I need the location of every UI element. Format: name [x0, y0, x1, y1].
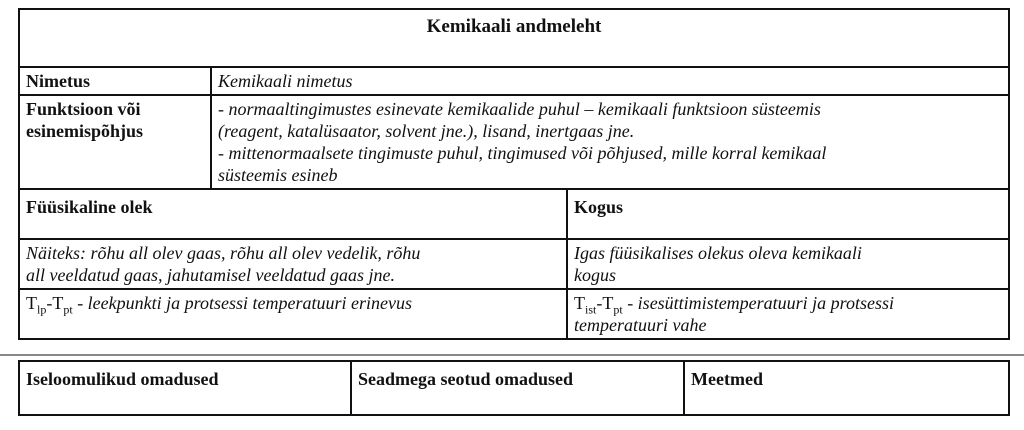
temperature-row: [20, 288, 1008, 338]
temp-symbol: T: [574, 293, 585, 313]
function-label-line: Funktsioon või: [26, 99, 141, 119]
autoignition-description-line2: temperatuuri vahe: [574, 315, 707, 335]
autoignition-difference: [566, 290, 1008, 338]
quantity-header: Kogus: [566, 190, 1008, 238]
title-row: [20, 10, 1008, 66]
data-sheet-table: [18, 8, 1010, 340]
name-row: [20, 66, 1008, 94]
quantity-value: [566, 240, 1008, 288]
temp-subscript: ist: [585, 302, 597, 317]
temp-symbol: -T: [596, 293, 614, 313]
temp-subscript: lp: [37, 302, 47, 317]
physical-state-header: Füüsikaline olek: [26, 197, 153, 217]
physical-state-value: [20, 240, 566, 288]
autoignition-description: - isesüttimistemperatuuri ja protsessi: [622, 293, 895, 313]
function-value: [210, 96, 1008, 188]
function-value-line: (reagent, katalüsaator, solvent jne.), lisand, inertgaas jne.: [218, 121, 635, 141]
name-label: Nimetus: [26, 71, 90, 91]
function-row: [20, 94, 1008, 188]
temp-symbol: -T: [46, 293, 64, 313]
measures-header: Meetmed: [683, 362, 1008, 414]
function-value-line: - mittenormaalsete tingimuste puhul, tingimused või põhjused, mille korral kemikaal: [218, 143, 827, 163]
name-value: Kemikaali nimetus: [210, 68, 1008, 94]
properties-table: [18, 360, 1010, 416]
equipment-properties-header: Seadmega seotud omadused: [350, 362, 683, 414]
quantity-line: Igas füüsikalises olekus oleva kemikaali: [574, 243, 862, 263]
page-separator: [0, 354, 1024, 356]
function-label-line: esinemispõhjus: [26, 121, 144, 141]
temp-symbol: T: [26, 293, 37, 313]
flashpoint-difference: [20, 290, 566, 338]
state-value-row: [20, 238, 1008, 288]
physical-state-line: all veeldatud gaas, jahutamisel veeldatud gaas jne.: [26, 265, 395, 285]
temp-subscript: pt: [63, 302, 73, 317]
state-header-row: [20, 188, 1008, 238]
function-value-line: süsteemis esineb: [218, 165, 338, 185]
characteristic-properties-header: Iseloomulikud omadused: [26, 369, 219, 389]
temp-subscript: pt: [613, 302, 623, 317]
physical-state-line: Näiteks: rõhu all olev gaas, rõhu all olev vedelik, rõhu: [26, 243, 421, 263]
quantity-line: kogus: [574, 265, 616, 285]
function-label: [20, 96, 210, 188]
function-value-line: - normaaltingimustes esinevate kemikaalide puhul – kemikaali funktsioon süsteemis: [218, 99, 821, 119]
sheet-title: Kemikaali andmeleht: [426, 16, 602, 37]
flashpoint-description: - leekpunkti ja protsessi temperatuuri erinevus: [72, 293, 412, 313]
